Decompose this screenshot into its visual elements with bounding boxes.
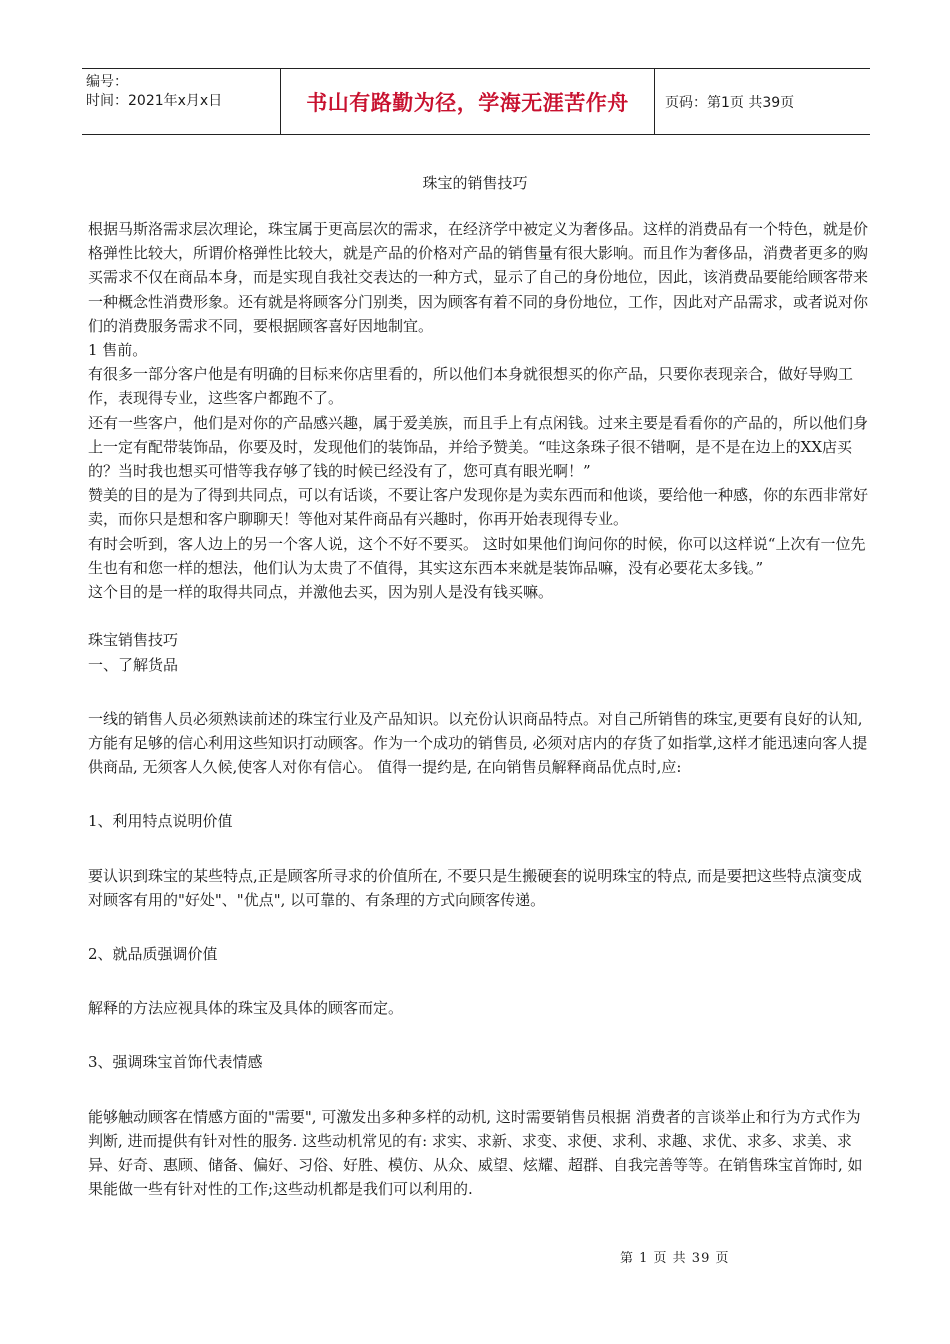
section-heading: 珠宝销售技巧 (88, 631, 179, 650)
spacer (88, 966, 868, 996)
item-heading-3: 3、强调珠宝首饰代表情感 (88, 1053, 263, 1072)
spacer (88, 779, 868, 809)
paragraph-quality: 解释的方法应视具体的珠宝及具体的顾客而定。 (88, 999, 404, 1018)
paragraph-features-value: 要认识到珠宝的某些特点,正是顾客所寻求的价值所在, 不要只是生搬硬套的说明珠宝的特点, 而是要把这些特点演变成对顾客有用的"好处"、"优点", 以可靠的、有条理的方式向顾客传递。 (88, 866, 862, 909)
paragraph-praise: 赞美的目的是为了得到共同点，可以有话谈，不要让客户发现你是为卖东西而和他谈，要给他一种感，你的东西非常好卖，而你只是想和客户聊聊天！等他对某件商品有兴趣时，你再开始表现得专业。 (88, 486, 869, 529)
spacer (88, 604, 868, 628)
document-title: 珠宝的销售技巧 (422, 174, 528, 192)
paragraph-intro: 根据马斯洛需求层次理论，珠宝属于更高层次的需求，在经济学中被定义为奢侈品。这样的消费品有一个特色，就是价格弹性比较大，所谓价格弹性比较大，就是产品的价格对产品的销售量有很大影响。而且作为奢侈品，消费者更多的购买需求不仅在商品本身，而是实现自我社交表达的一种方式，显示了自己的身份地位，因此，该消费品要能给顾客带来一种概念性消费形象。还有就是将顾客分门别类，因为顾客有着不同的身份地位，工作，因此对产品需求，或者说对你们的消费服务需求不同，要根据顾客喜好因地制宜。 (88, 220, 869, 335)
spacer (88, 1075, 868, 1105)
spacer (88, 677, 868, 707)
page-footer: 第 1 页 共 39 页 (620, 1251, 730, 1266)
paragraph-know-products: 一线的销售人员必须熟读前述的珠宝行业及产品知识。以充份认识商品特点。对自己所销售的珠宝,更要有良好的认知, 方能有足够的信心利用这些知识打动顾客。作为一个成功的销售员, 必须对店内的存货了如指掌,这样才能迅速向客人提供商品, 无须客人久候,使客人对你有信心。 值得一提约是, 在向销售员解释商品优点时,应: (88, 709, 868, 777)
number-label: 编号： (86, 74, 128, 90)
subsection-heading-1: 一、了解货品 (88, 655, 179, 674)
paragraph-interested: 还有一些客户，他们是对你的产品感兴趣，属于爱美族，而且手上有点闲钱。过来主要是看看你的产品的，所以他们身上一定有配带装饰品，你要及时，发现他们的装饰品，并给予赞美。“哇这条珠子很不错啊，是不是在边上的XX店买的？当时我也想买可惜等我存够了钱的时候已经没有了，您可真有眼光啊！” (88, 413, 869, 481)
paragraph-emotion: 能够触动顾客在情感方面的"需要", 可激发出多种多样的动机, 这时需要销售员根据 消费者的言谈举止和行为方式作为判断, 进而提供有针对性的服务. 这些动机常见的有: 求实、求新、求变、求便、求利、求趣、求优、求多、求美、求异、好奇、惠顾、储备、偏好、习俗、好胜、模仿、从众、威望、炫耀、超群、自我完善等等。在销售珠宝首饰时, 如果能做一些有针对性的工作;这些动机都是我们可以利用的. (88, 1107, 863, 1199)
header-motto: 书山有路勤为径，学海无涯苦作舟 (280, 69, 655, 134)
document-body (88, 217, 868, 1201)
header-meta (82, 69, 280, 134)
document-header (82, 68, 870, 135)
item-heading-2: 2、就品质强调价值 (88, 945, 218, 964)
paragraph-clear-goal: 有很多一部分客户他是有明确的目标来你店里看的，所以他们本身就很想买的你产品，只要你表现亲合，做好导购工作，表现得专业，这些客户都跑不了。 (88, 365, 854, 408)
paragraph-presale: 1 售前。 (88, 341, 148, 360)
spacer (88, 834, 868, 864)
date-label: 时间：2021年x月x日 (86, 93, 223, 109)
spacer (88, 1020, 868, 1050)
paragraph-common-ground: 这个目的是一样的取得共同点，并激他去买，因为别人是没有钱买嘛。 (88, 583, 554, 602)
item-heading-1: 1、利用特点说明价值 (88, 812, 233, 831)
paragraph-objection: 有时会听到，客人边上的另一个客人说，这个不好不要买。 这时如果他们询问你的时候，你可以这样说“上次有一位先生也有和您一样的想法，他们认为太贵了不值得，其实这东西本来就是装饰品嘛，没有必要花太多钱。” (88, 534, 866, 577)
spacer (88, 912, 868, 942)
header-page-info: 页码：第1页 共39页 (665, 94, 795, 111)
